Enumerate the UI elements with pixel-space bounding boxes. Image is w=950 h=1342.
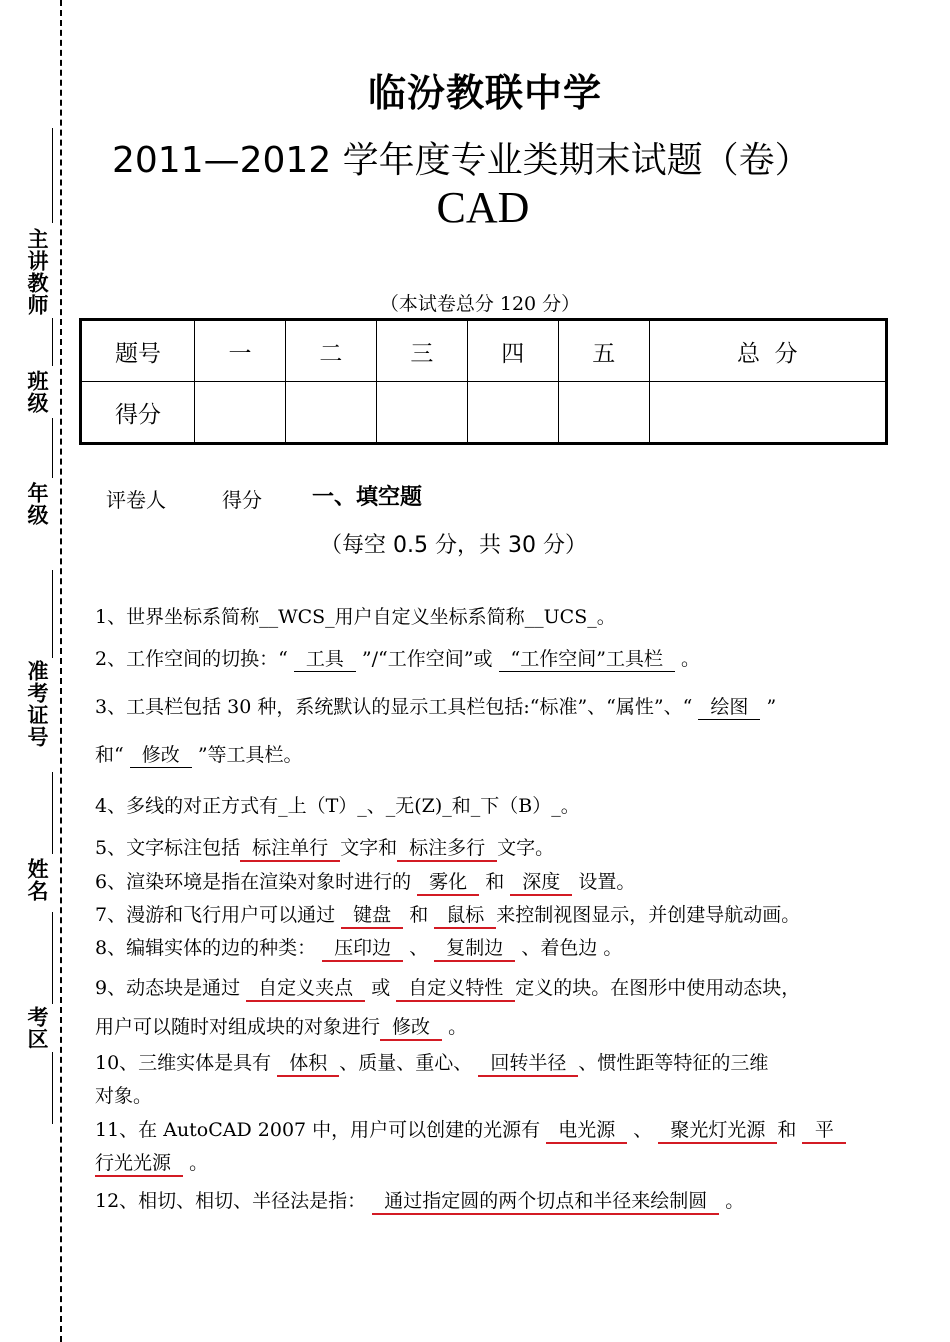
- school-name: 临汾教联中学: [367, 71, 602, 115]
- answer-blank: 深度: [510, 871, 572, 896]
- score-blank-cell[interactable]: [649, 382, 886, 444]
- answer-blank: 雾化: [417, 871, 479, 896]
- question-3-cont: [95, 744, 303, 768]
- question-7: [95, 904, 800, 929]
- answer-blank: 绘图: [698, 696, 760, 720]
- question-11: [95, 1119, 846, 1144]
- question-text: 2、工作空间的切换：“: [95, 648, 288, 670]
- answer-blank: 自定义特性: [396, 977, 515, 1002]
- question-text: 文字。: [497, 837, 555, 859]
- question-text: 8、编辑实体的边的种类：: [95, 937, 317, 959]
- question-10: [95, 1052, 768, 1077]
- question-9-cont: [95, 1016, 467, 1041]
- question-text: 、: [633, 1119, 653, 1141]
- score-table-score-row: [81, 382, 887, 444]
- answer-blank: 标注多行: [397, 837, 497, 862]
- question-text: 、: [409, 937, 429, 959]
- answer-blank: “工作空间”工具栏: [499, 648, 675, 672]
- question-11-cont: [95, 1152, 208, 1177]
- answer-blank: 工具: [294, 648, 356, 672]
- margin-label-name: 姓名: [25, 858, 49, 902]
- answer-blank: 体积: [277, 1052, 339, 1077]
- question-text: 1、世界坐标系简称__WCS_用户自定义坐标系简称__UCS_。: [95, 606, 616, 628]
- question-text: 和: [485, 871, 505, 893]
- question-text: 来控制视图显示，并创建导航动画。: [496, 904, 801, 926]
- score-table: [79, 318, 888, 445]
- question-1: [95, 606, 616, 629]
- section-note: （每空 0.5 分，共 30 分）: [320, 533, 587, 558]
- margin-blank-line: [52, 570, 53, 658]
- question-text: 10、三维实体是具有: [95, 1052, 272, 1074]
- question-4: [95, 795, 580, 818]
- question-text: 6、渲染环境是指在渲染对象时进行的: [95, 871, 412, 893]
- answer-blank: 回转半径: [478, 1052, 578, 1077]
- table-cell: 得分: [81, 382, 195, 444]
- answer-blank: 平: [802, 1119, 846, 1144]
- answer-blank: 压印边: [322, 937, 403, 962]
- question-text: 、质量、重心、: [339, 1052, 473, 1074]
- margin-blank-line: [52, 318, 53, 366]
- answer-blank: 电光源: [546, 1119, 627, 1144]
- answer-blank: 标注单行: [240, 837, 340, 862]
- margin-label-region: 考区: [25, 1006, 49, 1050]
- question-3: [95, 696, 776, 720]
- question-text: 用户可以随时对组成块的对象进行: [95, 1016, 381, 1038]
- answer-blank: 自定义夹点: [246, 977, 365, 1002]
- margin-blank-line: [52, 1052, 53, 1124]
- question-text: 3、工具栏包括 30 种，系统默认的显示工具栏包括:“标准”、“属性”、“: [95, 696, 693, 718]
- grader-label: 评卷人: [106, 488, 166, 512]
- question-text: 5、文字标注包括: [95, 837, 241, 859]
- question-text: 4、多线的对正方式有_上（T）_、_无(Z)_和_下（B）_。: [95, 795, 580, 817]
- table-cell: 总 分: [649, 320, 886, 382]
- answer-blank: 修改: [130, 744, 192, 768]
- question-12: [95, 1190, 744, 1215]
- section-title: 一、填空题: [312, 485, 423, 510]
- score-blank-cell[interactable]: [376, 382, 467, 444]
- score-blank-cell[interactable]: [285, 382, 376, 444]
- question-text: 12、相切、相切、半径法是指：: [95, 1190, 367, 1212]
- question-text: 。: [725, 1190, 745, 1212]
- question-text: 和“: [95, 744, 124, 766]
- margin-label-exam-id: 准考证号: [25, 660, 49, 748]
- question-text: 定义的块。在图形中使用动态块，: [515, 977, 801, 999]
- question-text: 。: [681, 648, 701, 670]
- question-text: 和: [409, 904, 429, 926]
- question-text: 7、漫游和飞行用户可以通过: [95, 904, 336, 926]
- margin-blank-line: [52, 912, 53, 1004]
- question-5: [95, 837, 554, 862]
- margin-blank-line: [52, 418, 53, 478]
- exam-title: 2011—2012 学年度专业类期末试题（卷）: [112, 140, 811, 181]
- question-6: [95, 871, 635, 896]
- score-blank-cell[interactable]: [195, 382, 286, 444]
- question-text: 对象。: [95, 1085, 153, 1107]
- question-text: 。: [448, 1016, 468, 1038]
- question-text: 。: [189, 1152, 209, 1174]
- table-cell: 三: [376, 320, 467, 382]
- table-cell: 题号: [81, 320, 195, 382]
- margin-label-teacher: 主讲教师: [25, 228, 49, 316]
- question-text: ”: [766, 696, 777, 718]
- question-text: 文字和: [340, 837, 398, 859]
- question-9: [95, 977, 800, 1002]
- score-table-header-row: [81, 320, 887, 382]
- table-cell: 四: [467, 320, 558, 382]
- margin-blank-line: [52, 772, 53, 854]
- subject-title: CAD: [436, 183, 530, 232]
- question-10-cont: [95, 1085, 152, 1108]
- margin-label-class: 班级: [25, 370, 49, 414]
- answer-blank: 行光光源: [95, 1152, 183, 1177]
- question-text: 或: [371, 977, 391, 999]
- table-cell: 一: [195, 320, 286, 382]
- answer-blank: 复制边: [434, 937, 515, 962]
- question-text: 和: [777, 1119, 797, 1141]
- total-score-note: （本试卷总分 120 分）: [379, 293, 581, 315]
- question-text: 11、在 AutoCAD 2007 中，用户可以创建的光源有: [95, 1119, 541, 1141]
- table-cell: 五: [558, 320, 649, 382]
- question-text: 设置。: [578, 871, 636, 893]
- answer-blank: 鼠标: [434, 904, 496, 929]
- answer-blank: 通过指定圆的两个切点和半径来绘制圆: [372, 1190, 719, 1215]
- score-blank-cell[interactable]: [467, 382, 558, 444]
- question-text: ”等工具栏。: [197, 744, 303, 766]
- question-text: 9、动态块是通过: [95, 977, 241, 999]
- margin-label-grade: 年级: [25, 482, 49, 526]
- question-text: 、着色边 。: [521, 937, 623, 959]
- answer-blank: 修改: [380, 1016, 442, 1041]
- answer-blank: 聚光灯光源: [658, 1119, 777, 1144]
- answer-blank: 键盘: [341, 904, 403, 929]
- question-2: [95, 648, 700, 672]
- grader-score-label: 得分: [222, 488, 262, 512]
- score-blank-cell[interactable]: [558, 382, 649, 444]
- question-text: 、惯性距等特征的三维: [578, 1052, 769, 1074]
- question-8: [95, 937, 622, 962]
- question-text: ”/“工作空间”或: [361, 648, 493, 670]
- table-cell: 二: [285, 320, 376, 382]
